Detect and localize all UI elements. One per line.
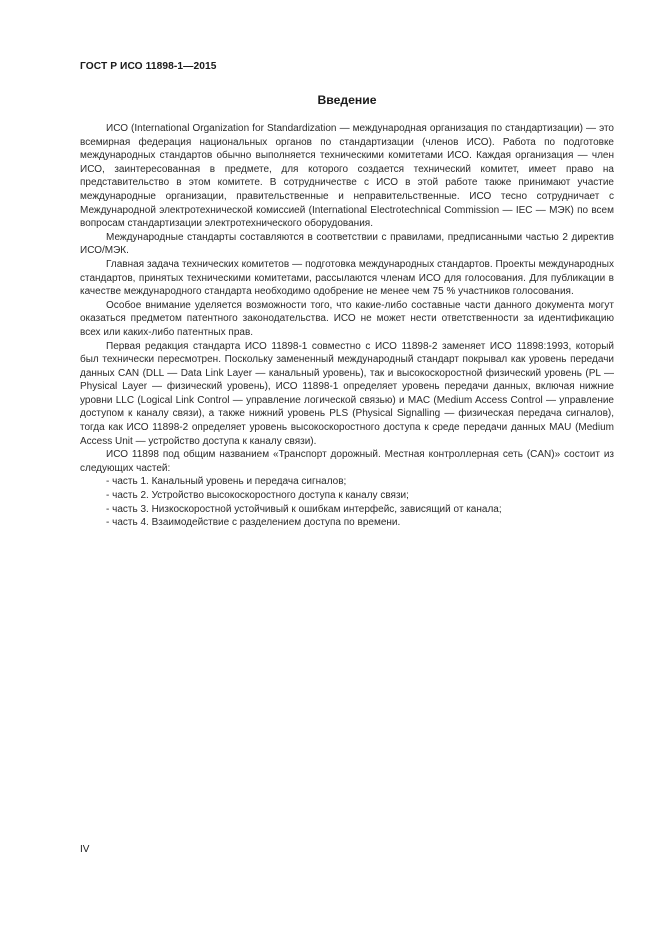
- page-number: IV: [80, 844, 90, 855]
- paragraph: Первая редакция стандарта ИСО 11898-1 совместно с ИСО 11898-2 заменяет ИСО 11898:1993, который был технически пересмотрен. Поскольку замененный международный стандарт покрывал как уровень передачи данных CAN (DLL — Data Link Layer — канальный уровень), так и высокоскоростной физический уровень (PL — Physical Layer — физический уровень), ИСО 11898-1 определяет уровень передачи данных, включая нижние уровни LLC (Logical Link Control — управление логической связью) и MAC (Medium Access Control — управление доступом к каналу связи), а также нижний уровень PLS (Physical Signalling — физическая передача сигналов), тогда как ИСО 11898-2 определяет уровень высокоскоростного доступа к среде передачи данных MAU (Medium Access Unit — устройство доступа к каналу связи).: [80, 340, 614, 447]
- paragraph: Международные стандарты составляются в соответствии с правилами, предписанными частью 2 директив ИСО/МЭК.: [80, 231, 614, 257]
- section-title: Введение: [317, 93, 377, 107]
- list-item: - часть 1. Канальный уровень и передача сигналов;: [106, 476, 347, 488]
- paragraph: Главная задача технических комитетов — подготовка международных стандартов. Проекты международных стандартов, принятых техническими комитетами, рассылаются членам ИСО для голосования. Для публикации в качестве международного стандарта необходимо одобрение не менее чем 75 % участников голосования.: [80, 258, 614, 298]
- parts-list: [80, 475, 614, 529]
- list-item: - часть 4. Взаимодействие с разделением доступа по времени.: [106, 517, 401, 529]
- list-item: - часть 2. Устройство высокоскоростного доступа к каналу связи;: [106, 490, 409, 502]
- paragraph: ИСО 11898 под общим названием «Транспорт дорожный. Местная контроллерная сеть (CAN)» состоит из следующих частей:: [80, 449, 614, 474]
- paragraph: ИСО (International Organization for Standardization — международная организация по стандартизации) — это всемирная федерация национальных органов по стандартизации (членов ИСО). Работа по подготовке международных стандартов обычно выполняется техническими комитетами ИСО. Каждая организация — член ИСО, заинтересованная в предмете, для которого создается технический комитет, имеет право на представительство в этом комитете. В сотрудничестве с ИСО в этой работе также принимают участие международные организации, правительственные и неправительственные. ИСО тесно сотрудничает с Международной электротехнической комиссией (International Electrotechnical Commission — IEC — МЭК) по всем вопросам стандартизации электротехнического оборудования.: [80, 123, 614, 230]
- document-body: [80, 122, 614, 530]
- document-header: ГОСТ Р ИСО 11898-1—2015: [80, 61, 217, 72]
- paragraph: Особое внимание уделяется возможности того, что какие-либо составные части данного документа могут оказаться предметом патентного законодательства. ИСО не может нести ответственности за идентификацию всех или каких-либо патентных прав.: [80, 299, 614, 338]
- list-item: - часть 3. Низкоскоростной устойчивый к ошибкам интерфейс, зависящий от канала;: [106, 503, 502, 515]
